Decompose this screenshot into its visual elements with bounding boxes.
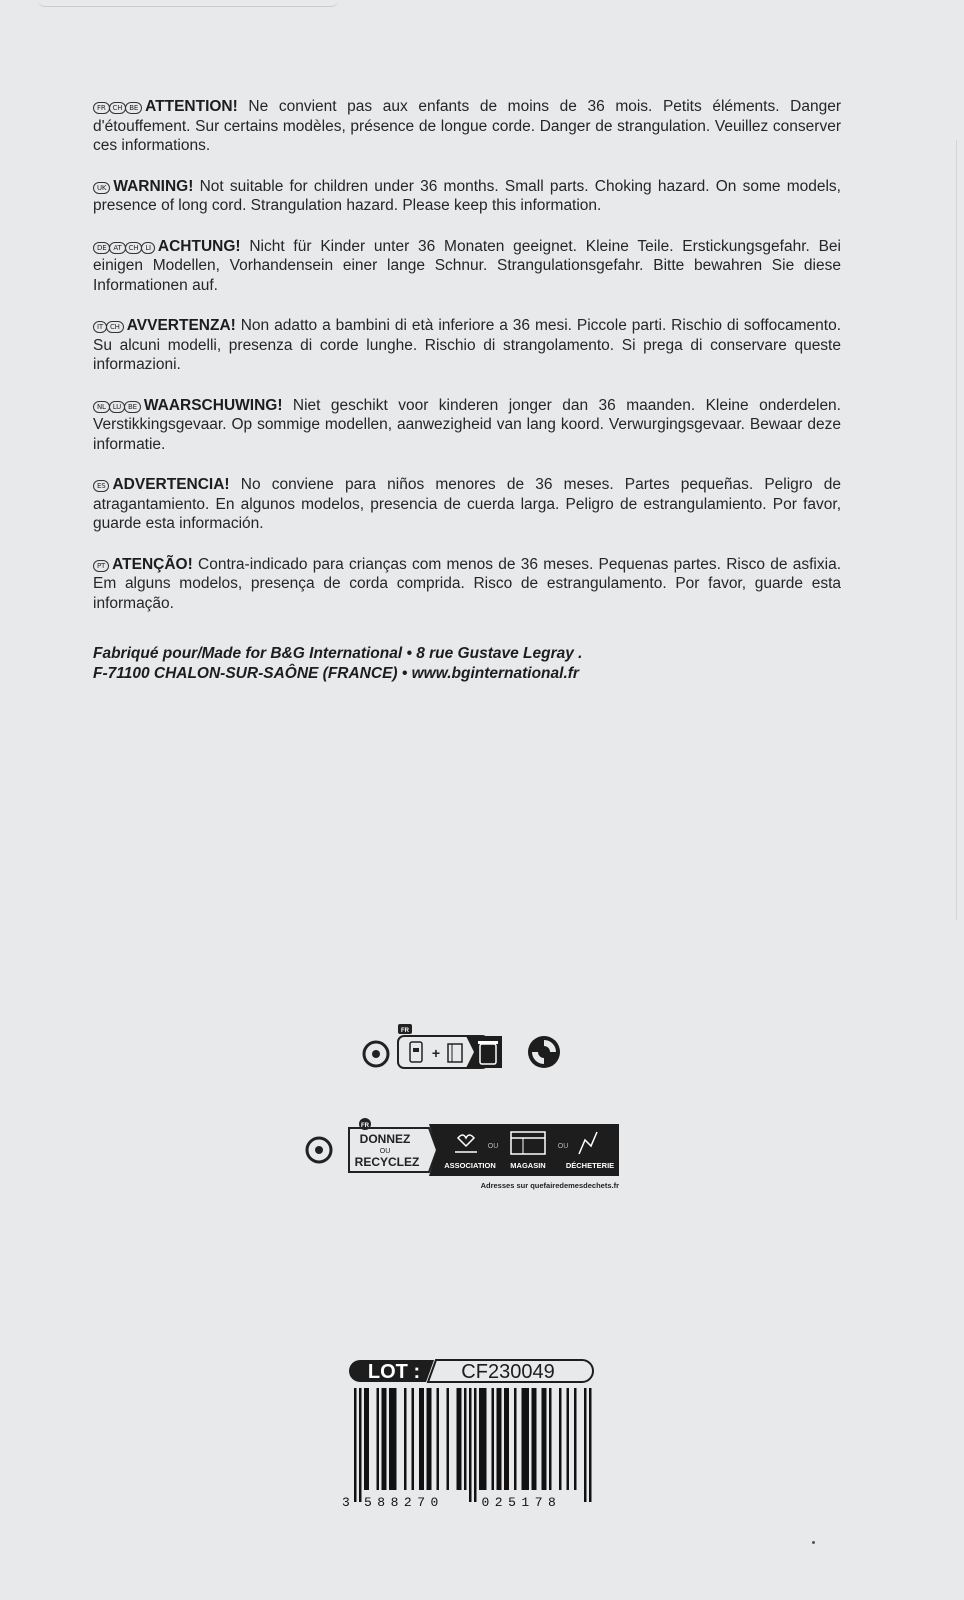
barcode-bar — [559, 1388, 562, 1490]
barcode-bar — [392, 1388, 395, 1490]
barcode-bar — [542, 1388, 545, 1490]
warning-text: Nicht für Kinder unter 36 Monaten geeignet. Kleine Teile. Erstickungsgefahr. Bei einigen Modellen, Vorhandensein einer lange Schnur. Strangulationsgefahr. Bitte bewahren Sie diese Informationen auf. — [93, 237, 841, 294]
country-badge: DE — [93, 242, 110, 254]
barcode-bar — [404, 1388, 407, 1490]
barcode-bar — [504, 1388, 507, 1490]
barcode-bar — [524, 1388, 527, 1490]
barcode-bar — [507, 1388, 510, 1490]
warning-keyword: WARNING! — [113, 177, 194, 195]
safety-warnings — [93, 96, 841, 633]
barcode-bar — [497, 1388, 500, 1490]
country-badge: CH — [125, 242, 143, 254]
country-badges — [93, 96, 141, 116]
country-badge: CH — [109, 102, 127, 114]
barcode-bar — [389, 1388, 392, 1490]
lot-code: CF230049 — [461, 1361, 555, 1383]
barcode-bar — [492, 1388, 495, 1490]
barcode-bar — [484, 1388, 487, 1490]
warning-keyword: ADVERTENCIA! — [112, 476, 230, 493]
warning-paragraph — [93, 474, 841, 534]
barcode-bar — [567, 1388, 570, 1490]
warning-paragraph — [93, 176, 841, 216]
barcode-digits: 3 — [342, 1495, 356, 1510]
manufacturer-info — [93, 644, 853, 684]
warning-paragraph — [93, 395, 841, 455]
barcode-bar — [384, 1388, 387, 1490]
warning-keyword: ACHTUNG! — [157, 237, 241, 255]
green-dot-icon — [528, 1036, 560, 1068]
barcode-bar — [464, 1388, 467, 1490]
barcode-bar — [382, 1388, 385, 1490]
barcode-bar — [427, 1388, 430, 1490]
triman-sorting-logo — [362, 1024, 562, 1074]
warning-paragraph — [93, 315, 841, 375]
warning-keyword: ATENÇÃO! — [112, 555, 193, 573]
country-badges — [93, 395, 140, 415]
package-edge-top — [38, 0, 338, 7]
barcode-bar — [544, 1388, 547, 1490]
country-badge: AT — [109, 242, 125, 254]
barcode-bar — [527, 1388, 530, 1490]
barcode-bar — [522, 1388, 525, 1490]
plus-sign: + — [431, 1045, 441, 1061]
warning-text: Niet geschikt voor kinderen jonger dan 36 maanden. Kleine onderdelen. Verstikkingsgevaar. Op sommige modellen, aanwezigheid van lang koord. Verwurgingsgevaar. Bewaar deze informatie. — [93, 396, 841, 453]
country-badge: LU — [109, 401, 125, 413]
barcode-bar — [534, 1388, 537, 1490]
manufacturer-line-2: F-71100 CHALON-SUR-SAÔNE (FRANCE) • www.bginternational.fr — [93, 665, 579, 682]
barcode-bar — [429, 1388, 432, 1490]
barcode-bar — [499, 1388, 502, 1490]
country-badges — [93, 554, 108, 574]
warning-text: Ne convient pas aux enfants de moins de 36 mois. Petits éléments. Danger d'étouffement. Sur certains modèles, présence de longue corde. Danger de strangulation. Veuillez conserver ces informations. — [93, 98, 841, 154]
warning-paragraph — [93, 554, 841, 614]
country-badge: PT — [93, 560, 109, 572]
country-badges — [93, 236, 154, 256]
barcode-bar — [457, 1388, 460, 1490]
country-badge: ES — [93, 480, 109, 492]
barcode-bar — [459, 1388, 462, 1490]
country-badges — [93, 315, 123, 335]
country-badge: UK — [93, 182, 110, 194]
barcode-bar — [514, 1388, 517, 1490]
barcode-bar — [359, 1388, 362, 1502]
option-magasin: MAGASIN — [510, 1161, 546, 1170]
barcode-bar — [367, 1388, 370, 1490]
barcode-bar — [394, 1388, 397, 1490]
country-badge: LI — [141, 242, 155, 254]
donate-footer: Adresses sur quefairedemesdechets.fr — [480, 1181, 619, 1190]
donate-label: DONNEZ — [359, 1132, 411, 1146]
warning-keyword: AVVERTENZA! — [126, 317, 236, 334]
warning-text: Not suitable for children under 36 months. Small parts. Choking hazard. On some models, presence of long cord. Strangulation hazard. Please keep this information. — [93, 177, 841, 214]
barcode-bar — [437, 1388, 440, 1490]
barcode-bar — [419, 1388, 422, 1490]
barcode-bar — [574, 1388, 577, 1490]
barcode-bar — [412, 1388, 415, 1490]
lot-label: LOT : — [367, 1361, 421, 1383]
barcode-bar — [549, 1388, 552, 1490]
country-circle-label: FR — [361, 1123, 369, 1129]
country-tag-label: FR — [401, 1028, 409, 1034]
country-badge: BE — [124, 401, 141, 413]
option-decheterie: DÉCHETERIE — [565, 1161, 615, 1170]
barcode-bar — [479, 1388, 482, 1490]
barcode-digits: 588270 — [364, 1495, 444, 1510]
warning-paragraph — [93, 236, 841, 296]
bottle-icon — [410, 1042, 422, 1062]
triman-icon — [364, 1042, 388, 1066]
country-badge: FR — [93, 102, 110, 114]
triman-donate-logo — [303, 1118, 648, 1198]
or-label: OU — [379, 1148, 391, 1155]
warning-paragraph — [93, 96, 841, 156]
warning-text: Contra-indicado para crianças com menos de 36 meses. Pequenas partes. Risco de asfixia. Em alguns modelos, presença de corda comprida. Risco de estrangulamento. Por favor, guarde esta informação. — [93, 555, 841, 612]
warning-text: Non adatto a bambini di età inferiore a 36 mesi. Piccole parti. Rischio di soffocamento. Su alcuni modelli, presenza di corde lunghe. Rischio di strangolamento. Si prega di conservare queste informazioni. — [93, 317, 841, 373]
country-badge: CH — [106, 321, 124, 333]
barcode-bar — [532, 1388, 535, 1490]
barcode-bar — [364, 1388, 367, 1490]
triman-icon-2 — [307, 1138, 331, 1162]
barcode-bar — [474, 1388, 477, 1502]
country-badge: NL — [93, 401, 110, 413]
barcode-bar — [584, 1388, 587, 1502]
barcode-bar — [354, 1388, 357, 1502]
country-badge: IT — [93, 321, 107, 333]
warning-keyword: WAARSCHUWING! — [143, 396, 283, 414]
barcode-bar — [377, 1388, 380, 1490]
lot-badge — [346, 1357, 596, 1385]
warning-keyword: ATTENTION! — [145, 98, 238, 115]
or-separator-1: OU — [487, 1143, 499, 1150]
recycle-label: RECYCLEZ — [354, 1155, 420, 1169]
or-separator-2: OU — [557, 1143, 569, 1150]
country-badge: BE — [125, 102, 142, 114]
ean13-barcode — [340, 1386, 600, 1510]
box-icon — [448, 1044, 462, 1062]
manufacturer-line-1: Fabriqué pour/Made for B&G International • 8 rue Gustave Legray . — [93, 645, 583, 662]
barcode-bar — [469, 1388, 472, 1502]
barcode-bar — [422, 1388, 425, 1490]
warning-text: No conviene para niños menores de 36 meses. Partes pequeñas. Peligro de atragantamiento. En algunos modelos, presencia de cuerda larga. Peligro de estrangulamiento. Por favor, guarde esta información. — [93, 476, 841, 532]
country-badges — [93, 474, 108, 494]
print-speck — [812, 1541, 815, 1544]
barcode-bar — [447, 1388, 450, 1490]
barcode-bar — [482, 1388, 485, 1490]
package-edge-right — [956, 140, 957, 920]
country-badges — [93, 176, 109, 196]
barcode-bar — [589, 1388, 592, 1502]
barcode-digits: 025178 — [481, 1495, 562, 1510]
option-association: ASSOCIATION — [444, 1161, 496, 1170]
